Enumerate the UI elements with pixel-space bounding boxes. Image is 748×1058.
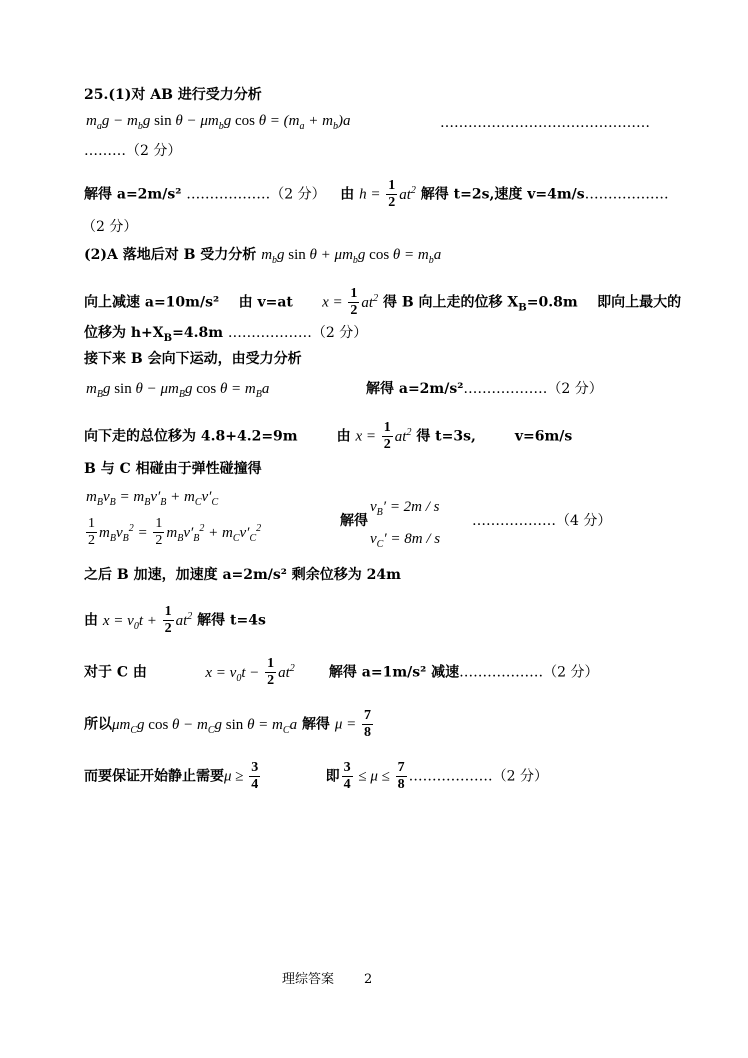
vb-value: = 2m / s (389, 499, 440, 515)
by-label: 由 (336, 428, 351, 445)
solve-a2-text: 解得 a=2m/s² (366, 381, 464, 397)
subscript-b: B (163, 332, 173, 344)
dots-leader: ……………………………………… (440, 115, 650, 131)
max-disp-line (84, 324, 367, 348)
c-decel-text: 解得 a=1m/s² 减速 (328, 664, 460, 681)
by-label: 由 (340, 186, 355, 203)
static-condition-text: 而要保证开始静止需要 (84, 768, 224, 785)
fraction-3-4: $\frac{3}{4}$ (251, 760, 259, 792)
score-2: （2 分） (492, 768, 548, 785)
solution-a-line: 解得 a=2m/s² ………………（2 分） 由 h = $\frac{1}{2}$ $at^2$ 解得 t=2s,速度 v=4m/s……………… (84, 178, 669, 210)
decel-line: 向上减速 a=10m/s² 由 v=at x = $\frac{1}{2}$ $at^2$ 得 B 向上走的位移 $X_B=0.8m$ 即向上最大的 (84, 286, 682, 318)
dots-leader: ……………… (584, 186, 669, 203)
solve-a2-line (366, 380, 603, 398)
score-2: （2 分） (82, 219, 138, 235)
disp-text: 得 B 向上走的位移 X (382, 294, 519, 311)
question-title: 25.(1)对 AB 进行受力分析 (84, 87, 262, 103)
dots-leader: ……………… (463, 381, 548, 397)
dots-leader: ……………… (186, 186, 271, 203)
namely-label: 即 (325, 768, 340, 785)
dots-leader: ……………… (472, 513, 556, 529)
mu-solve-line: 所以$\mu m_Cg$ $\cos \theta - m_Cg$ $\sin \theta = m_Ca$ 解得 μ = $\frac{7}{8}$ (84, 708, 371, 740)
vc-value: = 8m / s (390, 531, 441, 547)
t4-line: 由 $x = v_0t$ + $\frac{1}{2}$ $at^2$ 解得 t=4s (84, 604, 266, 636)
collision-score (472, 512, 611, 530)
fraction-half: $\frac{1}{2}$ (164, 604, 172, 636)
solve-a-text: 解得 a=2m/s² (84, 186, 182, 203)
footer-label: 理综答案 (282, 972, 335, 987)
momentum-equation: $m_Bv_B = m_Bv'_B + m_Cv'_C$ (86, 489, 219, 508)
dots-leader: ……… (84, 143, 126, 159)
part2-header: (2)A 落地后对 B 受力分析 $m_bg$ $\sin \theta + \mu m_bg$ $\cos \theta = m_ba$ (84, 247, 442, 266)
part2-text: (2)A 落地后对 B 受力分析 (84, 247, 257, 263)
fraction-half: $\frac{1}{2}$ (155, 516, 163, 548)
down-disp-text: 向下走的总位移为 4.8+4.2=9m (84, 428, 298, 445)
therefore-label: 所以 (84, 716, 112, 733)
v-at-text: 由 v=at (238, 294, 293, 311)
disp-value: =0.8m (526, 294, 578, 311)
fraction-half: $\frac{1}{2}$ (88, 516, 95, 548)
score-line (84, 142, 181, 160)
fraction-half: $\frac{1}{2}$ (267, 656, 275, 688)
by-label: 由 (84, 612, 98, 629)
t4-text: 解得 t=4s (197, 612, 266, 629)
score-2: （2 分） (547, 381, 603, 397)
decel-text: 向上减速 a=10m/s² (84, 294, 220, 311)
page-number: 2 (364, 972, 373, 987)
mu-range-line: 而要保证开始静止需要μ ≥ $\frac{3}{4}$ 即 $\frac{3}{4}$ ≤ μ ≤ $\frac{7}{8}$ ………………（2 分） (84, 760, 548, 792)
for-c-label: 对于 C 由 (84, 664, 147, 681)
equation-ab-force: $m_ag - m_bg$ $\sin \theta - \mu m_bg$ $\cos \theta = (m_a + m_b)a$ (86, 113, 351, 132)
energy-equation: $\frac{1}{2}$ $m_Bv_B^2$ = $\frac{1}{2}$ $m_Bv'_B^2 + m_Cv'_C^2$ (88, 516, 262, 548)
vc-result: $v_C' = 8m / s$ (370, 531, 441, 550)
fraction-half: $\frac{1}{2}$ (350, 286, 358, 318)
solve-mu-label: 解得 (301, 716, 330, 733)
dots-leader: ……………… (408, 768, 493, 785)
dots-leader: ……………… (459, 664, 544, 681)
score-2: （2 分） (126, 143, 182, 159)
vb-result: $v_B' = 2m / s$ (370, 499, 440, 518)
max-disp-text: 即向上最大的 (597, 294, 682, 311)
page-footer (282, 968, 372, 987)
disp-total: =4.8m (172, 325, 224, 341)
fraction-7-8: $\frac{7}{8}$ (397, 760, 405, 792)
down-disp-line: 向下走的总位移为 4.8+4.2=9m 由 x = $\frac{1}{2}$ $at^2$ 得 t=3s, v=6m/s (84, 420, 573, 452)
score-2: （2 分） (270, 186, 326, 203)
fraction-3-4: $\frac{3}{4}$ (343, 760, 351, 792)
score-4: （4 分） (556, 513, 612, 529)
dots-leader: ……………… (227, 325, 312, 341)
score-2: （2 分） (311, 325, 368, 341)
collision-intro: B 与 C 相碰由于弹性碰撞得 (84, 461, 262, 477)
c-motion-line: 对于 C 由 $x = v_0t$ − $\frac{1}{2}$ $at^2$ 解得 a=1m/s² 减速………………（2 分） (84, 656, 599, 688)
fraction-half: $\frac{1}{2}$ (383, 420, 391, 452)
fraction-7-8: $\frac{7}{8}$ (363, 708, 371, 740)
accel-after-line: 之后 B 加速，加速度 a=2m/s² 剩余位移为 24m (84, 567, 401, 583)
score-2: （2 分） (543, 664, 599, 681)
solve-t-text: 解得 t=2s,速度 v=4m/s (420, 186, 585, 203)
t3-text: 得 t=3s, (416, 428, 476, 445)
collision-solve-label: 解得 (340, 513, 368, 529)
subscript-b: B (518, 302, 527, 314)
fraction-half: $\frac{1}{2}$ (388, 178, 396, 210)
disp-label: 位移为 h+X (84, 325, 164, 341)
downward-intro: 接下来 B 会向下运动，由受力分析 (84, 351, 302, 367)
equation-b-down: $m_Bg$ $\sin \theta - \mu m_Bg$ $\cos \theta = m_Ba$ (86, 381, 270, 400)
v6-text: v=6m/s (514, 428, 573, 445)
